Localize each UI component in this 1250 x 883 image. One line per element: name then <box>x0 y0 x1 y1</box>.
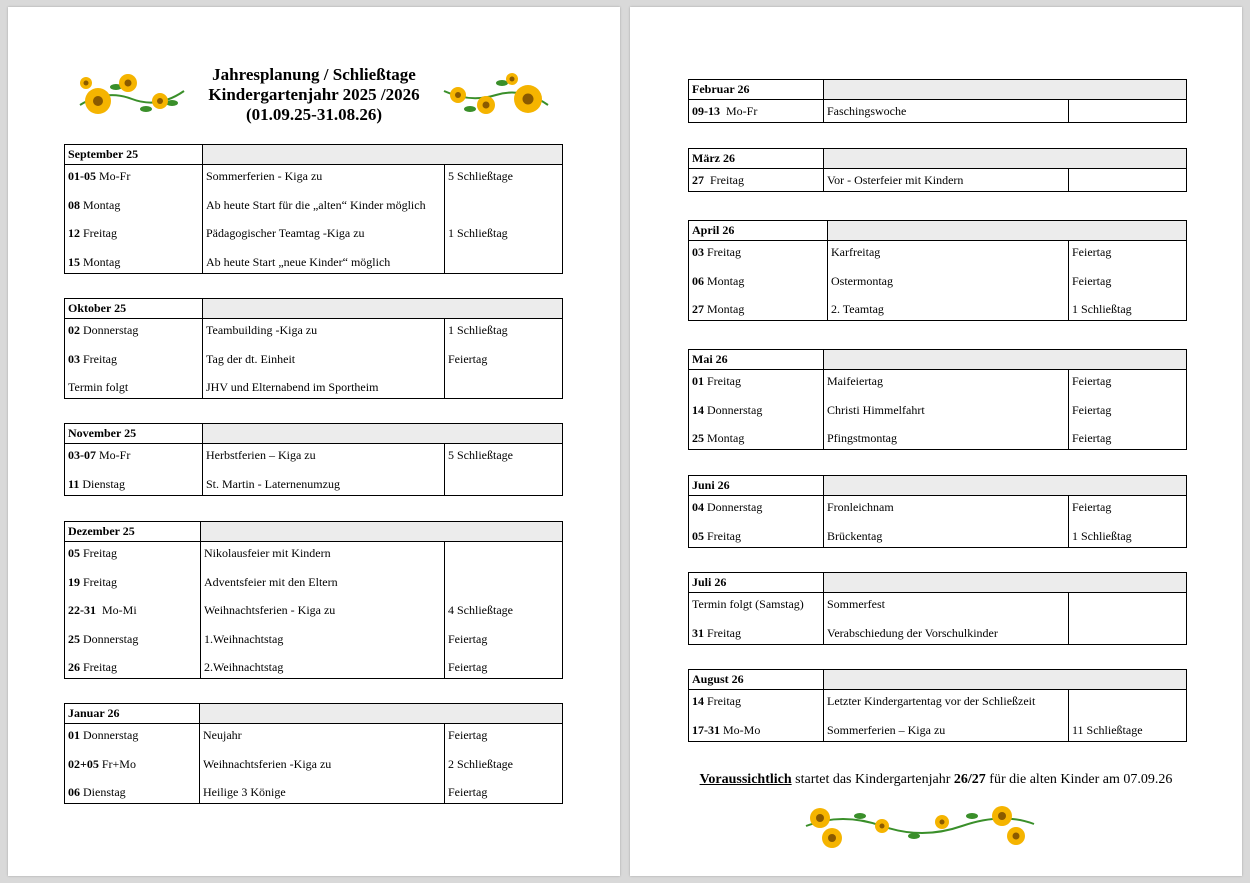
month-header-fill <box>824 670 1187 690</box>
status-column <box>1069 690 1187 742</box>
event-description: Adventsfeier mit den Eltern <box>204 574 338 589</box>
date-number: 06 <box>68 785 80 799</box>
month-table <box>688 79 1187 123</box>
date-cell <box>68 444 199 473</box>
status-note: Feiertag <box>1072 245 1112 259</box>
date-cell <box>692 690 820 719</box>
weekday: Mo-Fr <box>96 448 131 462</box>
status-note: 5 Schließtage <box>448 169 513 183</box>
event-column <box>824 169 1069 192</box>
month-header-row <box>689 350 1187 370</box>
month-title: Dezember 25 <box>65 522 201 542</box>
event-description: Karfreitag <box>831 245 881 259</box>
event-description: Maifeiertag <box>827 374 883 388</box>
month-title: Mai 26 <box>689 350 824 370</box>
footer-text-1: startet das Kindergartenjahr <box>791 772 954 787</box>
date-cell <box>68 251 199 273</box>
event-description: Teambuilding -Kiga zu <box>206 323 318 337</box>
event-description: Verabschiedung der Vorschulkinder <box>827 625 998 640</box>
month-header-row <box>65 704 563 724</box>
weekday: Donnerstag <box>80 323 139 337</box>
weekday: Donnerstag <box>80 728 139 742</box>
date-cell <box>68 599 197 628</box>
month-header-row <box>689 80 1187 100</box>
weekday: Freitag <box>80 351 117 366</box>
date-cell <box>68 628 197 657</box>
event-description: JHV und Elternabend im Sportheim <box>206 380 379 394</box>
date-number: 19 <box>68 574 80 589</box>
weekday: Freitag <box>80 546 117 560</box>
date-number: 17-31 <box>692 722 720 737</box>
date-cell <box>692 169 820 191</box>
month-header-fill <box>203 299 563 319</box>
month-header-fill <box>201 522 563 542</box>
date-column <box>65 165 203 274</box>
status-note <box>448 571 559 600</box>
month-header-row <box>689 573 1187 593</box>
status-note: Feiertag <box>448 660 488 674</box>
date-cell <box>692 496 820 525</box>
status-note: Feiertag <box>448 631 488 646</box>
month-body-row <box>689 169 1187 192</box>
title-line-3: (01.09.25-31.08.26) <box>246 105 382 124</box>
weekday: Mo-Mi <box>96 603 137 617</box>
event-column <box>824 100 1069 123</box>
date-number: 25 <box>692 431 704 445</box>
date-number: 12 <box>68 226 80 240</box>
sunflower-garland-icon <box>76 69 188 121</box>
date-column <box>65 724 200 804</box>
event-description: Christi Himmelfahrt <box>827 402 925 417</box>
footer-bold: 26/27 <box>953 772 986 787</box>
weekday: Donnerstag <box>80 631 139 646</box>
weekday: Freitag <box>80 574 117 589</box>
status-note: 5 Schließtage <box>448 448 513 462</box>
month-body-row <box>689 690 1187 742</box>
month-title: April 26 <box>689 221 828 241</box>
date-cell <box>68 473 199 495</box>
status-column <box>1069 241 1187 321</box>
weekday: Donnerstag <box>704 500 763 514</box>
status-note: Feiertag <box>448 728 488 742</box>
date-cell <box>692 427 820 449</box>
month-table <box>688 475 1187 548</box>
month-table <box>688 349 1187 450</box>
footer-note <box>630 772 1242 788</box>
date-number: 02 <box>68 323 80 337</box>
event-description: Tag der dt. Einheit <box>206 351 296 366</box>
month-table <box>64 144 563 274</box>
status-note: Feiertag <box>1072 500 1112 514</box>
month-body-row <box>689 593 1187 645</box>
status-note: 11 Schließtage <box>1072 722 1143 737</box>
page-left <box>8 7 620 876</box>
month-header-fill <box>824 573 1187 593</box>
weekday: Montag <box>80 254 121 269</box>
date-number: 04 <box>692 500 704 514</box>
event-description: Pädagogischer Teamtag -Kiga zu <box>206 226 365 240</box>
date-cell <box>692 622 820 644</box>
month-header-fill <box>824 149 1187 169</box>
event-description: 2.Weihnachtstag <box>204 660 284 674</box>
date-number: 09-13 <box>692 104 720 118</box>
status-note: 4 Schließtage <box>448 603 513 617</box>
weekday: Mo-Mo <box>720 722 761 737</box>
weekday: Montag <box>80 197 121 212</box>
event-column <box>828 241 1069 321</box>
date-cell <box>692 100 820 122</box>
status-note: 1 Schließtag <box>1072 302 1132 316</box>
month-header-row <box>65 299 563 319</box>
date-column <box>689 690 824 742</box>
event-column <box>201 542 445 679</box>
weekday: Donnerstag <box>704 402 763 417</box>
status-note <box>1072 169 1183 191</box>
date-cell <box>692 593 820 622</box>
month-header-fill <box>828 221 1187 241</box>
status-column <box>1069 100 1187 123</box>
month-title: Februar 26 <box>689 80 824 100</box>
status-note: 2 Schließtage <box>448 756 513 771</box>
event-column <box>824 593 1069 645</box>
date-column <box>689 241 828 321</box>
event-column <box>203 319 445 399</box>
month-header-row <box>689 476 1187 496</box>
page-right <box>630 7 1242 876</box>
date-column <box>65 319 203 399</box>
date-cell <box>692 298 824 320</box>
weekday: Freitag <box>704 245 741 259</box>
event-description: Heilige 3 Könige <box>203 785 286 799</box>
month-table <box>688 572 1187 645</box>
event-description: Ostermontag <box>831 273 893 288</box>
weekday: Montag <box>704 431 745 445</box>
status-note: Feiertag <box>1072 402 1112 417</box>
weekday: Freitag <box>704 374 741 388</box>
month-body-row <box>65 444 563 496</box>
event-description: Ab heute Start für die „alten“ Kinder möglich <box>206 197 426 212</box>
date-cell <box>68 753 196 782</box>
status-column <box>445 724 563 804</box>
status-note <box>448 376 559 398</box>
month-header-fill <box>824 80 1187 100</box>
date-column <box>65 542 201 679</box>
event-column <box>203 444 445 496</box>
month-header-row <box>65 145 563 165</box>
month-header-fill <box>824 476 1187 496</box>
status-note: 1 Schließtag <box>1072 528 1132 543</box>
status-note <box>1072 593 1183 622</box>
sunflower-garland-icon <box>440 69 552 121</box>
date-cell <box>68 542 197 571</box>
status-note: 1 Schließtag <box>448 323 508 337</box>
weekday: Termin folgt <box>68 380 129 394</box>
weekday: Freitag <box>704 625 741 640</box>
status-note <box>448 251 559 273</box>
status-note <box>448 542 559 571</box>
date-cell <box>692 399 820 428</box>
sunflower-garland-icon <box>802 800 1038 852</box>
date-number: 11 <box>68 476 80 491</box>
event-description: Fronleichnam <box>827 500 894 514</box>
month-header-row <box>689 221 1187 241</box>
date-cell <box>692 270 824 299</box>
title-line-1: Jahresplanung / Schließtage <box>212 65 416 84</box>
month-header-fill <box>203 424 563 444</box>
event-column <box>824 496 1069 548</box>
date-cell <box>692 719 820 741</box>
month-table <box>64 703 563 804</box>
month-body-row <box>689 370 1187 450</box>
date-number: 03-07 <box>68 448 96 462</box>
weekday: Freitag <box>704 528 741 543</box>
month-body-row <box>65 165 563 274</box>
month-header-row <box>65 522 563 542</box>
weekday: Dienstag <box>79 476 125 491</box>
status-note <box>1072 690 1183 719</box>
month-header-fill <box>824 350 1187 370</box>
date-cell <box>68 348 199 377</box>
date-column <box>65 444 203 496</box>
month-title: Juli 26 <box>689 573 824 593</box>
date-number: 14 <box>692 402 704 417</box>
month-title: Januar 26 <box>65 704 200 724</box>
weekday: Fr+Mo <box>98 756 136 771</box>
date-number: 05 <box>68 546 80 560</box>
month-table <box>688 148 1187 192</box>
weekday: Freitag <box>704 173 744 187</box>
date-number: 01 <box>68 728 80 742</box>
date-number: 05 <box>692 528 704 543</box>
event-description: Vor - Osterfeier mit Kindern <box>827 173 964 187</box>
event-description: Sommerfest <box>827 597 885 611</box>
event-description: Sommerferien – Kiga zu <box>827 722 946 737</box>
weekday: Termin folgt (Samstag) <box>692 597 804 611</box>
month-body-row <box>689 241 1187 321</box>
event-description: St. Martin - Laternenumzug <box>206 476 340 491</box>
date-number: 26 <box>68 660 80 674</box>
status-note: Feiertag <box>1072 273 1112 288</box>
month-table <box>688 220 1187 321</box>
event-description: 2. Teamtag <box>831 302 884 316</box>
weekday: Freitag <box>704 694 741 708</box>
status-column <box>1069 593 1187 645</box>
date-number: 14 <box>692 694 704 708</box>
status-column <box>1069 169 1187 192</box>
event-description: Sommerferien - Kiga zu <box>206 169 323 183</box>
status-note <box>448 473 559 495</box>
month-header-fill <box>200 704 563 724</box>
month-table <box>64 423 563 496</box>
event-column <box>824 690 1069 742</box>
status-note <box>448 194 559 223</box>
month-title: September 25 <box>65 145 203 165</box>
weekday: Mo-Fr <box>720 104 758 118</box>
date-column <box>689 169 824 192</box>
event-description: Weihnachtsferien -Kiga zu <box>203 756 332 771</box>
date-number: 27 <box>692 302 704 316</box>
weekday: Dienstag <box>80 785 126 799</box>
date-cell <box>692 241 824 270</box>
month-body-row <box>689 496 1187 548</box>
month-body-row <box>689 100 1187 123</box>
date-column <box>689 100 824 123</box>
month-body-row <box>65 319 563 399</box>
weekday: Montag <box>704 302 745 316</box>
date-cell <box>68 194 199 223</box>
status-note <box>1072 622 1183 644</box>
title-line-2: Kindergartenjahr 2025 /2026 <box>208 85 420 104</box>
date-number: 06 <box>692 273 704 288</box>
status-note <box>1072 100 1183 122</box>
month-title: August 26 <box>689 670 824 690</box>
status-note: Feiertag <box>448 785 488 799</box>
date-number: 02+05 <box>68 756 99 771</box>
date-cell <box>692 370 820 399</box>
date-cell <box>68 571 197 600</box>
event-description: Ab heute Start „neue Kinder“ möglich <box>206 254 391 269</box>
event-description: Weihnachtsferien - Kiga zu <box>204 603 336 617</box>
footer-text-2: für die alten Kinder am 07.09.26 <box>985 772 1173 787</box>
date-cell <box>68 656 197 678</box>
event-description: Neujahr <box>203 728 242 742</box>
date-cell <box>68 319 199 348</box>
date-column <box>689 370 824 450</box>
event-description: Pfingstmontag <box>827 431 898 445</box>
date-column <box>689 496 824 548</box>
month-header-row <box>689 149 1187 169</box>
month-header-row <box>689 670 1187 690</box>
month-title: Juni 26 <box>689 476 824 496</box>
weekday: Freitag <box>80 660 117 674</box>
status-column <box>445 542 563 679</box>
date-cell <box>68 222 199 251</box>
date-number: 22-31 <box>68 603 96 617</box>
status-note: Feiertag <box>448 351 488 366</box>
event-description: Brückentag <box>827 528 883 543</box>
status-column <box>1069 370 1187 450</box>
weekday: Freitag <box>80 226 117 240</box>
date-number: 01 <box>692 374 704 388</box>
month-body-row <box>65 542 563 679</box>
status-column <box>445 165 563 274</box>
event-description: Nikolausfeier mit Kindern <box>204 546 331 560</box>
date-number: 08 <box>68 197 80 212</box>
event-description: 1.Weihnachtstag <box>204 631 284 646</box>
date-number: 25 <box>68 631 80 646</box>
month-header-row <box>65 424 563 444</box>
date-number: 27 <box>692 173 704 187</box>
event-description: Herbstferien – Kiga zu <box>206 448 316 462</box>
event-description: Faschingswoche <box>827 104 907 118</box>
status-note: Feiertag <box>1072 374 1112 388</box>
date-cell <box>68 781 196 803</box>
date-number: 31 <box>692 625 704 640</box>
date-column <box>689 593 824 645</box>
status-note: 1 Schließtag <box>448 226 508 240</box>
date-cell <box>692 525 820 547</box>
month-title: März 26 <box>689 149 824 169</box>
status-column <box>1069 496 1187 548</box>
date-cell <box>68 376 199 398</box>
date-number: 15 <box>68 254 80 269</box>
weekday: Montag <box>704 273 745 288</box>
month-header-fill <box>203 145 563 165</box>
date-number: 03 <box>68 351 80 366</box>
date-cell <box>68 724 196 753</box>
date-cell <box>68 165 199 194</box>
date-number: 03 <box>692 245 704 259</box>
month-table <box>64 521 563 679</box>
event-column <box>200 724 445 804</box>
month-title: Oktober 25 <box>65 299 203 319</box>
event-description: Letzter Kindergartentag vor der Schließzeit <box>827 694 1036 708</box>
date-number: 01-05 <box>68 169 96 183</box>
status-column <box>445 319 563 399</box>
month-body-row <box>65 724 563 804</box>
footer-underlined: Voraussichtlich <box>699 772 792 787</box>
event-column <box>203 165 445 274</box>
month-table <box>688 669 1187 742</box>
month-title: November 25 <box>65 424 203 444</box>
month-table <box>64 298 563 399</box>
status-note: Feiertag <box>1072 431 1112 445</box>
weekday: Mo-Fr <box>96 169 131 183</box>
event-column <box>824 370 1069 450</box>
status-column <box>445 444 563 496</box>
